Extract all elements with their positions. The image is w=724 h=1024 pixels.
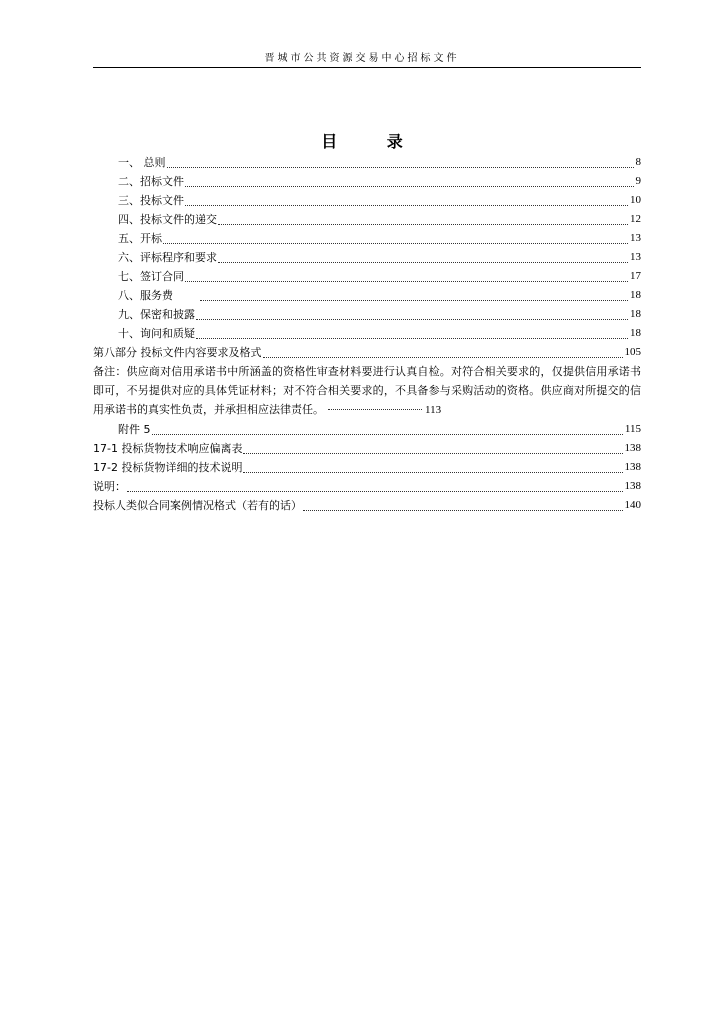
toc-entry-label: 五、开标 xyxy=(118,232,162,245)
toc-entry-page-number: 138 xyxy=(624,477,642,496)
toc-entry-label: 一、 总则 xyxy=(118,156,166,169)
toc-title: 目 录 xyxy=(321,132,425,151)
toc-leader-dots xyxy=(185,186,634,187)
toc-entry-page-number: 115 xyxy=(624,420,641,439)
toc-entry-label: 九、保密和披露 xyxy=(118,308,195,321)
toc-entry-page-number: 13 xyxy=(629,248,641,267)
toc-entry-page-number: 140 xyxy=(624,496,642,515)
toc-entry-page-number: 8 xyxy=(635,153,642,172)
toc-leader-dots xyxy=(328,409,422,410)
toc-leader-dots xyxy=(243,472,622,473)
toc-leader-dots xyxy=(185,281,628,282)
toc-entry-label: 八、服务费 xyxy=(118,289,173,302)
toc-leader-dots xyxy=(167,167,634,168)
toc-entry[interactable] xyxy=(93,248,641,267)
toc-entry-label: 备注：供应商对信用承诺书中所涵盖的资格性审查材料要进行认真自检。对符合相关要求的，仅提供信用承诺书即可，不另提供对应的具体凭证材料；对不符合相关要求的，不具备参与采购活动的资格。供应商对所提交的信用承诺书的真实性负责，并承担相应法律责任。 xyxy=(93,365,641,416)
toc-entry[interactable] xyxy=(93,477,641,496)
toc-leader-dots xyxy=(243,453,622,454)
toc-entry-page-number: 13 xyxy=(629,229,641,248)
toc-entry[interactable] xyxy=(93,172,641,191)
toc-entry[interactable] xyxy=(93,439,641,458)
toc-entry[interactable] xyxy=(93,496,641,515)
toc-leader-dots xyxy=(218,262,628,263)
toc-leader-dots xyxy=(152,434,623,435)
toc-entry[interactable] xyxy=(93,153,641,172)
toc-entry-label: 十、询问和质疑 xyxy=(118,327,195,340)
toc-entry-page-number: 105 xyxy=(624,343,642,362)
toc-leader-dots xyxy=(127,491,623,492)
toc-entry[interactable] xyxy=(93,229,641,248)
toc-entry-page-number: 18 xyxy=(629,324,641,343)
toc-entry-label: 七、签订合同 xyxy=(118,270,184,283)
toc-entry-label: 说明： xyxy=(93,480,126,493)
toc-entry[interactable] xyxy=(93,286,641,305)
toc-entry[interactable] xyxy=(93,191,641,210)
toc-leader-dots xyxy=(163,243,628,244)
toc-entry[interactable] xyxy=(93,210,641,229)
toc-entry-page-number: 17 xyxy=(629,267,641,286)
toc-entry[interactable] xyxy=(93,343,641,362)
toc-entry-label: 17-2 投标货物详细的技术说明 xyxy=(93,461,243,474)
toc-entry-page-number: 138 xyxy=(624,458,642,477)
toc-entry-label: 六、评标程序和要求 xyxy=(118,251,217,264)
toc-entry-page-number: 138 xyxy=(624,439,642,458)
toc-entry-page-number: 9 xyxy=(635,172,642,191)
toc-entry[interactable] xyxy=(93,305,641,324)
toc-entry[interactable] xyxy=(93,267,641,286)
toc-entry[interactable] xyxy=(93,324,641,343)
toc-entry[interactable] xyxy=(93,458,641,477)
toc-entry-label: 投标人类似合同案例情况格式（若有的话） xyxy=(93,499,302,512)
toc-entry-label: 17-1 投标货物技术响应偏离表 xyxy=(93,442,243,455)
toc-entry-page-number: 18 xyxy=(629,305,641,324)
toc-leader-dots xyxy=(218,224,628,225)
toc-leader-dots xyxy=(303,510,623,511)
toc-entry[interactable] xyxy=(93,420,641,439)
toc-entry-page-number: 12 xyxy=(629,210,641,229)
toc-leader-dots xyxy=(263,357,623,358)
toc-entry-label: 第八部分 投标文件内容要求及格式 xyxy=(93,346,262,359)
toc-leader-dots xyxy=(196,338,628,339)
toc-entry-label: 二、招标文件 xyxy=(118,175,184,188)
toc-leader-dots xyxy=(185,205,628,206)
toc-entry-label: 附件 5 xyxy=(118,423,151,436)
toc-entry-page-number: 18 xyxy=(629,286,641,305)
toc-entry-label: 三、投标文件 xyxy=(118,194,184,207)
toc-entry-page-number: 113 xyxy=(425,404,442,416)
table-of-contents xyxy=(93,153,641,515)
header-divider xyxy=(93,67,641,68)
toc-leader-dots xyxy=(200,300,628,301)
toc-entry-page-number: 10 xyxy=(629,191,641,210)
running-header: 晋城市公共资源交易中心招标文件 xyxy=(264,53,460,64)
toc-entry[interactable] xyxy=(93,362,641,420)
toc-leader-dots xyxy=(196,319,628,320)
toc-entry-label: 四、投标文件的递交 xyxy=(118,213,217,226)
